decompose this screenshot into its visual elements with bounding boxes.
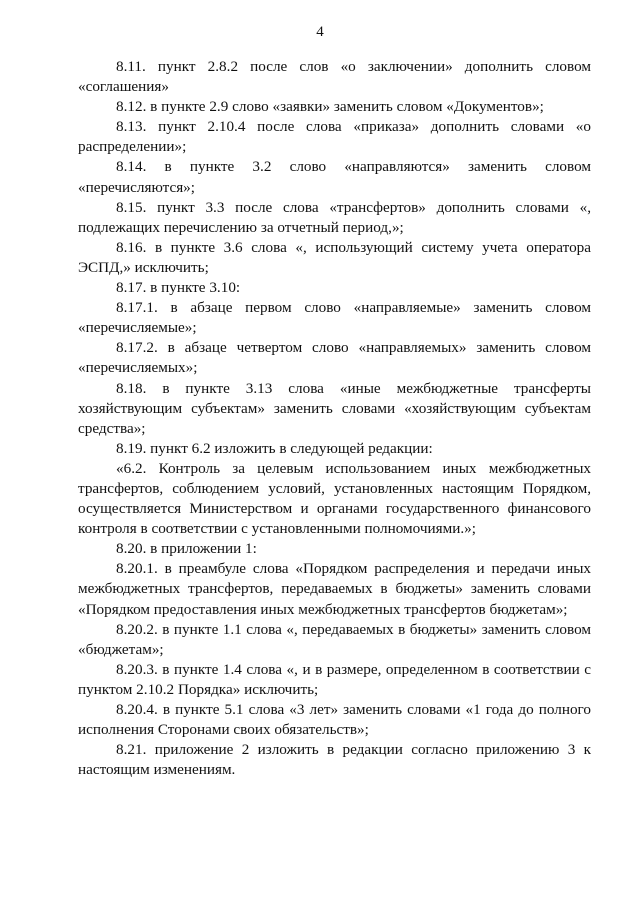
paragraph-8-15: 8.15. пункт 3.3 после слова «трансфертов» дополнить словами «, подлежащих перечислению за отчетный период,»; — [78, 198, 591, 236]
paragraph-8-20-3: 8.20.3. в пункте 1.4 слова «, и в размере, определенном в соответствии с пунктом 2.10.2 Порядка» исключить; — [78, 660, 591, 698]
paragraph-8-17-2: 8.17.2. в абзаце четвертом слово «направляемых» заменить словом «перечисляемых»; — [78, 339, 591, 377]
paragraph-8-17: 8.17. в пункте 3.10: — [116, 279, 241, 297]
paragraph-8-20: 8.20. в приложении 1: — [116, 540, 257, 558]
paragraph-8-16: 8.16. в пункте 3.6 слова «, использующий систему учета оператора ЭСПД,» исключить; — [78, 238, 591, 276]
paragraph-6-2-quote: «6.2. Контроль за целевым использованием иных межбюджетных трансфертов, соблюдением условий, установленных настоящим Порядком, осуществляется Министерством и органами государственного финансового контроля в соответствии с установленными полномочиями.»; — [78, 459, 591, 538]
page-number: 4 — [316, 24, 324, 40]
paragraph-8-20-2: 8.20.2. в пункте 1.1 слова «, передаваемых в бюджеты» заменить словом «бюджетам»; — [78, 620, 591, 658]
paragraph-8-20-4: 8.20.4. в пункте 5.1 слова «3 лет» заменить словами «1 года до полного исполнения Сторонами своих обязательств»; — [78, 701, 591, 739]
paragraph-8-11: 8.11. пункт 2.8.2 после слов «о заключении» дополнить словом «соглашения» — [78, 58, 591, 96]
paragraph-8-18: 8.18. в пункте 3.13 слова «иные межбюджетные трансферты хозяйствующим субъектам» заменить словами «хозяйствующим субъектам средства»; — [78, 379, 591, 437]
paragraph-8-14: 8.14. в пункте 3.2 слово «направляются» заменить словом «перечисляются»; — [78, 158, 591, 196]
paragraph-8-20-1: 8.20.1. в преамбуле слова «Порядком распределения и передачи иных межбюджетных трансфертов, передаваемых в бюджеты» заменить словами «Порядком предоставления иных межбюджетных трансфертов бюджетам»; — [78, 560, 591, 618]
paragraph-8-13: 8.13. пункт 2.10.4 после слова «приказа» дополнить словами «о распределении»; — [78, 118, 591, 156]
paragraph-8-12: 8.12. в пункте 2.9 слово «заявки» заменить словом «Документов»; — [116, 98, 544, 116]
paragraph-8-17-1: 8.17.1. в абзаце первом слово «направляемые» заменить словом «перечисляемые»; — [78, 299, 591, 337]
paragraph-8-21: 8.21. приложение 2 изложить в редакции согласно приложению 3 к настоящим изменениям. — [78, 741, 591, 779]
document-body — [78, 57, 591, 780]
paragraph-8-19: 8.19. пункт 6.2 изложить в следующей редакции: — [116, 439, 433, 457]
